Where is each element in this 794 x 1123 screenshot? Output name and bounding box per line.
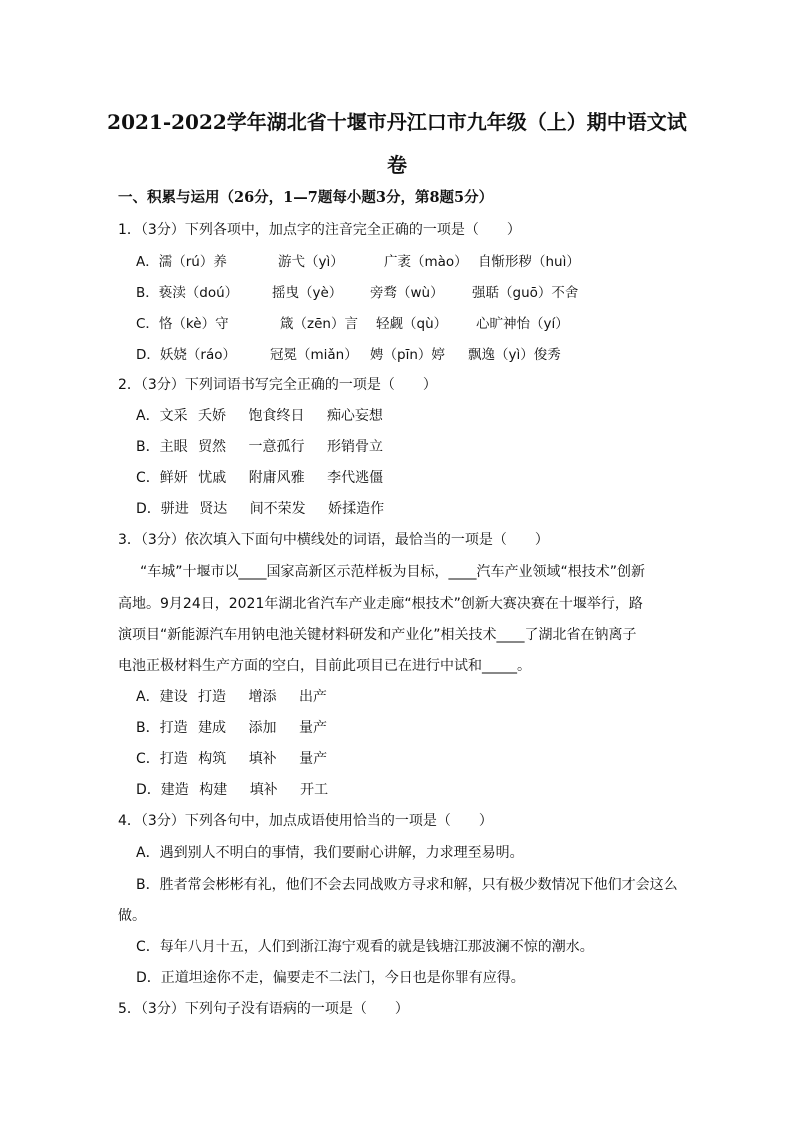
option-item: 建成 [198, 720, 227, 736]
exam-title-line1: 2021-2022学年湖北省十堰市丹江口市九年级（上）期中语文试 [107, 110, 687, 134]
option-item: 增添 [248, 689, 277, 705]
question-3-option-d [136, 779, 346, 799]
question-3-passage-line: 电池正极材料生产方面的空白，目前此项目已在进行中试和_____。 [118, 658, 531, 674]
option-item: 广袤（mào） [384, 254, 468, 270]
question-5-stem: 5．（3分）下列句子没有语病的一项是（ ） [118, 1001, 409, 1017]
option-item: A．文采 [136, 408, 188, 424]
option-item: 痴心妄想 [326, 408, 383, 424]
option-item: 一意孤行 [248, 439, 305, 455]
option-item: 开工 [300, 782, 329, 798]
option-item: 间不荣发 [249, 501, 306, 517]
option-item: 自惭形秽（huì） [478, 254, 580, 270]
option-item: D．建造 [136, 782, 189, 798]
question-3-passage-line: “车城”十堰市以____国家高新区示范样板为目标，____汽车产业领域“根技术”创新 [140, 564, 646, 580]
question-2-option-a [136, 405, 401, 425]
section-heading: 一、积累与运用（26分，1—7题每小题3分，第8题5分） [118, 189, 494, 206]
option-item: 打造 [198, 689, 227, 705]
option-item: 冠冕（miǎn） [270, 347, 358, 363]
question-3-passage-line: 演项目“新能源汽车用钠电池关键材料研发和产业化”相关技术____了湖北省在钠离子 [118, 627, 637, 643]
question-2-option-b [136, 436, 401, 456]
exam-title-line2: 卷 [387, 153, 407, 177]
option-item: B．亵渎（doú） [136, 285, 239, 301]
question-1-stem: 1．（3分）下列各项中，加点字的注音完全正确的一项是（ ） [118, 222, 521, 238]
question-4-option-c: C．每年八月十五，人们到浙江海宁观看的就是钱塘江那波澜不惊的潮水。 [136, 939, 594, 955]
option-item: 娇揉造作 [328, 501, 385, 517]
option-item: C．鲜妍 [136, 470, 188, 486]
option-item: B．打造 [136, 720, 188, 736]
option-item: 旁骛（wù） [370, 285, 444, 301]
option-item: C．恪（kè）守 [136, 316, 229, 332]
option-item: 贸然 [198, 439, 227, 455]
question-4-option-a: A．遇到别人不明白的事情，我们要耐心讲解，力求理至易明。 [136, 845, 524, 861]
question-3-passage-line: 高地。9月24日，2021年湖北省汽车产业走廊“根技术”创新大赛决赛在十堰举行，路 [118, 596, 643, 612]
option-item: B．主眼 [136, 439, 188, 455]
question-4-option-b: B．胜者常会彬彬有礼，他们不会去同战败方寻求和解，只有极少数情况下他们才会这么 [136, 877, 678, 893]
option-item: 游弋（yì） [278, 254, 344, 270]
option-item: 李代逃僵 [327, 470, 384, 486]
option-item: C．打造 [136, 751, 188, 767]
question-3-option-a [136, 686, 345, 706]
question-3-option-c [136, 748, 345, 768]
option-item: 贤达 [199, 501, 228, 517]
question-4-stem: 4．（3分）下列各句中，加点成语使用恰当的一项是（ ） [118, 813, 493, 829]
option-item: 附庸风雅 [248, 470, 305, 486]
question-4-option-b-cont: 做。 [118, 908, 146, 924]
option-item: D．骈进 [136, 501, 189, 517]
option-item: 构筑 [198, 751, 227, 767]
option-item: 心旷神怡（yí） [476, 316, 569, 332]
question-4-option-d: D．正道坦途你不走，偏要走不二法门，今日也是你罪有应得。 [136, 970, 525, 986]
option-item: 夭娇 [198, 408, 227, 424]
option-item: A．建设 [136, 689, 188, 705]
question-3-option-b [136, 717, 345, 737]
question-2-stem: 2．（3分）下列词语书写完全正确的一项是（ ） [118, 377, 437, 393]
option-item: 忧戚 [198, 470, 227, 486]
option-item: 摇曳（yè） [272, 285, 343, 301]
option-item: 添加 [248, 720, 277, 736]
option-item: 箴（zēn）言 [280, 316, 358, 332]
option-item: 量产 [298, 720, 327, 736]
question-3-stem: 3．（3分）依次填入下面句中横线处的词语，最恰当的一项是（ ） [118, 532, 549, 548]
option-item: 构建 [199, 782, 228, 798]
option-item: 量产 [299, 751, 328, 767]
option-item: 轻觑（qù） [376, 316, 448, 332]
option-item: 娉（pīn）婷 [370, 347, 445, 363]
question-2-option-d [136, 498, 402, 518]
option-item: 出产 [298, 689, 327, 705]
option-item: 饱食终日 [248, 408, 305, 424]
option-item: 填补 [248, 751, 277, 767]
option-item: 形销骨立 [326, 439, 383, 455]
option-item: 填补 [249, 782, 278, 798]
option-item: A．濡（rú）养 [136, 254, 227, 270]
option-item: D．妖娆（ráo） [136, 347, 236, 363]
option-item: 强聒（guō）不舍 [472, 285, 579, 301]
question-2-option-c [136, 467, 401, 487]
option-item: 飘逸（yì）俊秀 [468, 347, 561, 363]
